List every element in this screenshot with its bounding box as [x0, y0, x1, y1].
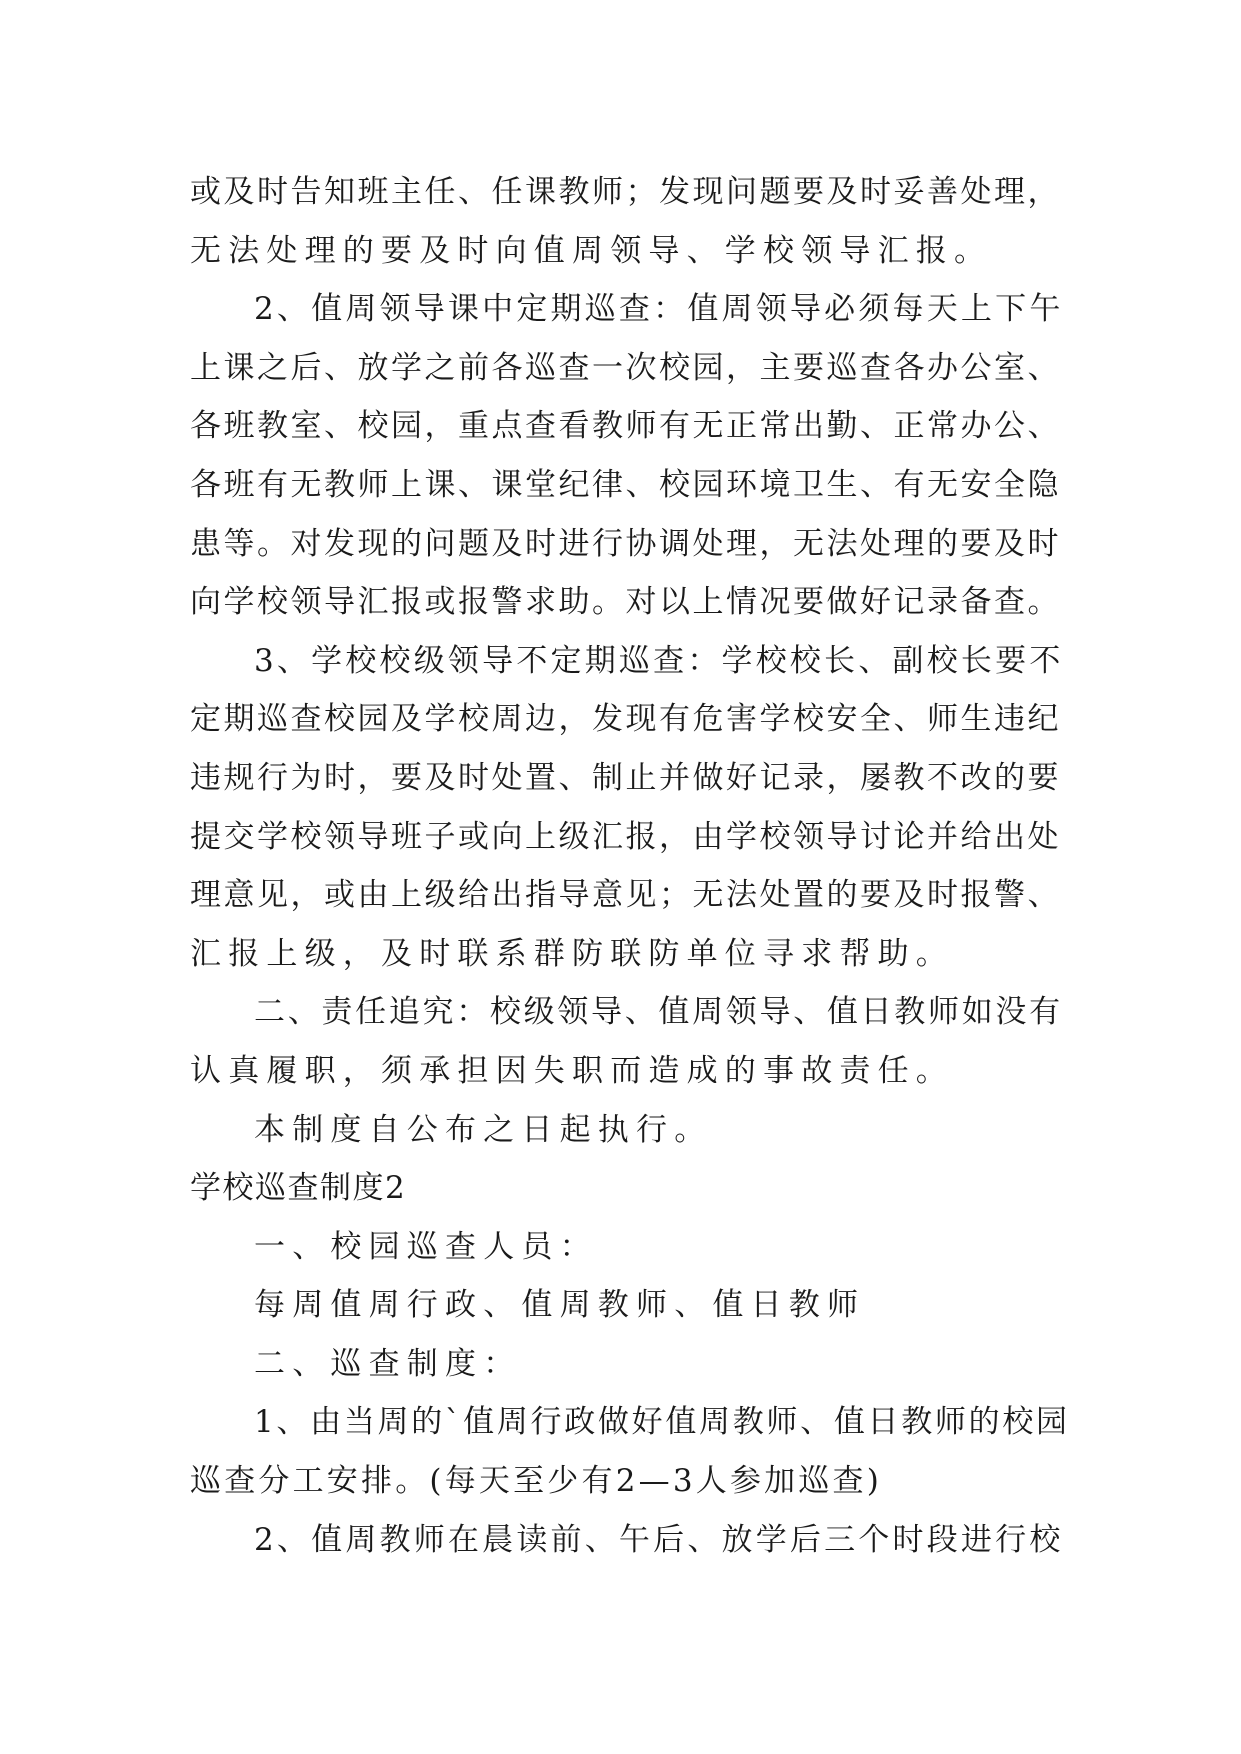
- paragraph-line: 向学校领导汇报或报警求助。对以上情况要做好记录备查。: [190, 584, 1061, 621]
- paragraph-line: 提交学校领导班子或向上级汇报，由学校领导讨论并给出处: [190, 818, 1061, 855]
- paragraph-line: 一、校园巡查人员：: [254, 1228, 598, 1265]
- paragraph-line: 每周值周行政、值周教师、值日教师: [254, 1287, 866, 1324]
- paragraph-line: 或及时告知班主任、任课教师；发现问题要及时妥善处理，: [190, 174, 1061, 210]
- paragraph-line: 各班教室、校园，重点查看教师有无正常出勤、正常办公、: [190, 408, 1061, 445]
- paragraph-line: 违规行为时，要及时处置、制止并做好记录，屡教不改的要: [190, 759, 1061, 796]
- paragraph-line: 汇报上级，及时联系群防联防单位寻求帮助。: [190, 935, 954, 972]
- paragraph-line: 无法处理的要及时向值周领导、学校领导汇报。: [190, 232, 993, 269]
- paragraph-line: 本制度自公布之日起执行。: [254, 1111, 713, 1148]
- paragraph-line: 各班有无教师上课、课堂纪律、校园环境卫生、有无安全隐: [190, 466, 1061, 503]
- paragraph-line: 2、值周教师在晨读前、午后、放学后三个时段进行校: [254, 1521, 1064, 1558]
- paragraph-line: 2、值周领导课中定期巡查：值周领导必须每天上下午: [254, 291, 1064, 328]
- paragraph-line: 3、学校校级领导不定期巡查：学校校长、副校长要不: [254, 642, 1064, 679]
- paragraph-line: 定期巡查校园及学校周边，发现有危害学校安全、师生违纪: [190, 701, 1061, 738]
- paragraph-line: 二、巡查制度：: [254, 1345, 522, 1382]
- paragraph-line: 认真履职，须承担因失职而造成的事故责任。: [190, 1052, 954, 1089]
- document-body: [190, 163, 1070, 1569]
- paragraph-line: 上课之后、放学之前各巡查一次校园，主要巡查各办公室、: [190, 349, 1061, 386]
- section-heading: 学校巡查制度2: [190, 1170, 407, 1207]
- paragraph-line: 巡查分工安排。(每天至少有2—3人参加巡查): [190, 1463, 883, 1500]
- paragraph-line: 理意见，或由上级给出指导意见；无法处置的要及时报警、: [190, 877, 1061, 914]
- paragraph-line: 患等。对发现的问题及时进行协调处理，无法处理的要及时: [190, 525, 1061, 562]
- paragraph-line: 1、由当周的`值周行政做好值周教师、值日教师的校园: [254, 1404, 1070, 1441]
- paragraph-line: 二、责任追究：校级领导、值周领导、值日教师如没有: [254, 994, 1063, 1031]
